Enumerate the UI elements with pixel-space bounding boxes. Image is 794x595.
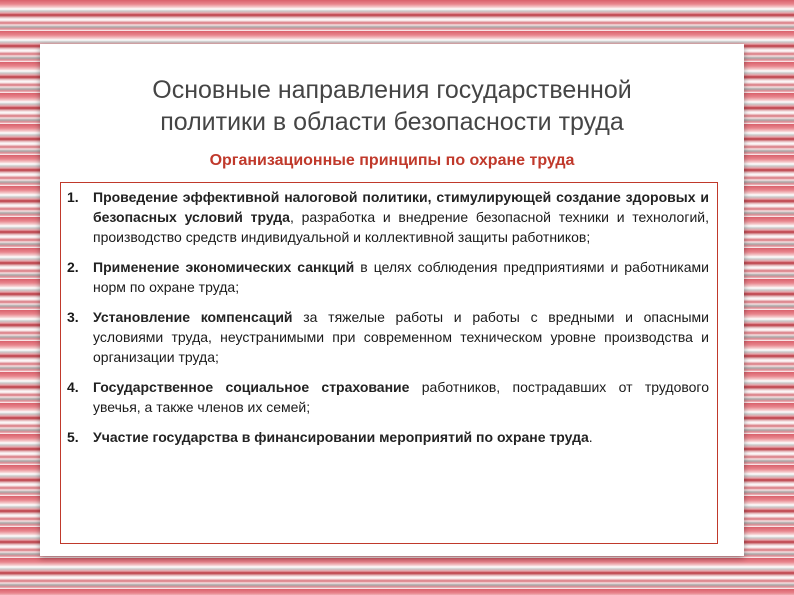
- item-emphasis: Участие государства в финансировании мероприятий по охране труда: [93, 429, 589, 445]
- item-number: 2.: [67, 259, 79, 275]
- list-item: [67, 427, 709, 447]
- list-item: [67, 257, 709, 297]
- item-text: [93, 377, 709, 417]
- item-number: 5.: [67, 429, 79, 445]
- slide: [40, 44, 744, 556]
- item-rest: за тяжелые работы и работы с вредными и опасными условиями труда, неустранимыми при современном техническом уровне производства и организации труда;: [93, 309, 709, 365]
- item-number: 1.: [67, 189, 79, 205]
- item-text: [93, 307, 709, 367]
- item-number: 4.: [67, 379, 79, 395]
- list-item: [67, 377, 709, 417]
- item-text: [93, 187, 709, 247]
- item-number: 3.: [67, 309, 79, 325]
- item-rest: работников, пострадавших от трудового увечья, а также членов их семей;: [93, 379, 710, 415]
- principles-list: [61, 183, 717, 447]
- item-text: [93, 427, 709, 447]
- item-emphasis: Применение экономических санкций: [93, 259, 355, 275]
- list-item: [67, 187, 709, 247]
- item-emphasis: Государственное социальное страхование: [93, 379, 410, 395]
- slide-title: [40, 74, 744, 138]
- item-emphasis: Установление компенсаций: [93, 309, 293, 325]
- title-line-1: Основные направления государственной: [152, 76, 632, 104]
- title-line-2: политики в области безопасности труда: [160, 108, 624, 136]
- principles-box: [60, 182, 718, 544]
- slide-subtitle: Организационные принципы по охране труда: [209, 152, 575, 169]
- item-text: [93, 257, 709, 297]
- item-rest: в целях соблюдения предприятиями и работниками норм по охране труда;: [93, 259, 709, 295]
- item-emphasis: Проведение эффективной налоговой политики, стимулирующей создание здоровых и безопасных условий труда: [93, 189, 709, 225]
- item-rest: .: [588, 429, 593, 445]
- list-item: [67, 307, 709, 367]
- item-rest: , разработка и внедрение безопасной техники и технологий, производство средств индивидуальной и коллективной защиты работников;: [93, 209, 709, 245]
